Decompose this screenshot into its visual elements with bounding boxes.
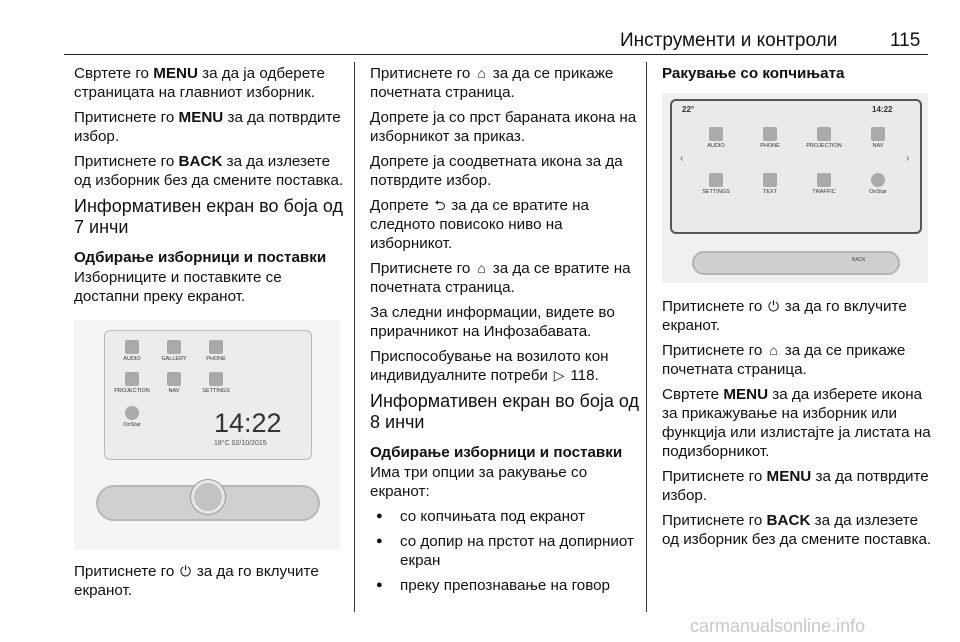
clock: 14:22 (872, 105, 893, 114)
back-button-label: BACK (852, 257, 866, 263)
settings-icon: SETTINGS (696, 173, 736, 195)
power-icon: ⏻ (768, 298, 780, 314)
settings-icon: SETTINGS (196, 372, 236, 394)
phone-icon: PHONE (196, 340, 236, 362)
paragraph: Притиснете го MENU за да потврдите избор. (662, 468, 929, 504)
page-header (0, 0, 960, 58)
column-left (74, 64, 344, 606)
page-number: 115 (890, 30, 921, 51)
projection-icon: PROJECTION (804, 127, 844, 149)
watermark: carmanualsonline.info (690, 616, 866, 636)
audio-icon: AUDIO (696, 127, 736, 149)
bullet-list (370, 507, 640, 595)
paragraph: Притиснете го ⌂ за да се прикаже почетната страница. (370, 65, 614, 101)
column-right (662, 64, 932, 555)
text-icon: TEXT (750, 173, 790, 195)
power-icon: ⏻ (180, 563, 192, 579)
phone-icon: PHONE (750, 127, 790, 149)
column-divider (354, 62, 355, 612)
paragraph: Изборниците и поставките се достапни преку екранот. (74, 269, 282, 305)
paragraph: Притиснете го ⏻ за да го вклучите екранот. (74, 563, 319, 599)
paragraph: Притиснете го BACK за да излезете од изборник без да смените поставка. (662, 512, 932, 548)
display-7inch-illustration (74, 320, 340, 550)
projection-icon: PROJECTION (112, 372, 152, 394)
paragraph: Притиснете го ⌂ за да се прикаже почетната страница. (662, 342, 906, 378)
nav-icon: NAV (858, 127, 898, 149)
temperature: 22° (682, 105, 695, 114)
paragraph: За следни информации, видете во прирачникот на Инфозабавата. (370, 304, 615, 340)
reference-arrow-icon: ▷ (553, 367, 565, 383)
column-middle (370, 64, 640, 601)
section-heading: Информативен екран во боја од 7 инчи (74, 196, 343, 237)
home-icon: ⌂ (477, 260, 486, 276)
back-icon: ⮌ (434, 197, 446, 213)
gallery-icon: GALLERY (154, 340, 194, 362)
chevron-left-icon: ‹ (680, 153, 684, 164)
chevron-right-icon: › (906, 153, 910, 164)
subsection-heading: Одбирање изборници и поставки (370, 444, 623, 461)
header-rule (64, 54, 928, 55)
power-knob (191, 480, 225, 514)
nav-icon: NAV (154, 372, 194, 394)
paragraph: Притиснете го MENU за да потврдите избор. (74, 109, 341, 145)
audio-icon: AUDIO (112, 340, 152, 362)
onstar-icon: OnStar (112, 406, 152, 428)
control-bar (692, 251, 900, 275)
paragraph: Допрете ⮌ за да се вратите на следното повисоко ниво на изборникот. (370, 197, 589, 252)
paragraph: Приспособување на возилото кон индивидуалните потреби ▷ 118. (370, 348, 609, 384)
paragraph: Свртете MENU за да изберете икона за прикажување на изборник или функција или излистајте ја листата на подизборникот. (662, 386, 931, 460)
paragraph: Допрете ја соодветната икона за да потврдите избор. (370, 153, 623, 189)
home-icon: ⌂ (769, 342, 778, 358)
subsection-heading: Ракување со копчињата (662, 65, 845, 82)
list-item: ● со допир на прстот на допирниот екран (370, 532, 640, 570)
paragraph: Притиснете го BACK за да излезете од изборник без да смените поставка. (74, 153, 344, 189)
temperature-date: 18°C 02/10/2015 (214, 440, 267, 447)
traffic-icon: TRAFFIC (804, 173, 844, 195)
paragraph: Има три опции за ракување со екранот: (370, 464, 588, 500)
onstar-icon: OnStar (858, 173, 898, 195)
page-title: Инструменти и контроли (620, 30, 838, 51)
column-divider (646, 62, 647, 612)
subsection-heading: Одбирање изборници и поставки (74, 249, 327, 266)
paragraph: Притиснете го ⌂ за да се вратите на почетната страница. (370, 260, 631, 296)
list-item: ● со копчињата под екранот (370, 507, 640, 526)
paragraph: Свртете го MENU за да ја одберете страницата на главниот изборник. (74, 65, 325, 101)
clock: 14:22 (214, 408, 282, 438)
paragraph: Допрете ја со прст бараната икона на изборникот за приказ. (370, 109, 637, 145)
list-item: ● преку препознавање на говор (370, 576, 640, 595)
section-heading: Информативен екран во боја од 8 инчи (370, 391, 639, 432)
paragraph: Притиснете го ⏻ за да го вклучите екранот. (662, 298, 907, 334)
home-icon: ⌂ (477, 65, 486, 81)
display-8inch-illustration (662, 93, 928, 283)
display-screen (670, 99, 922, 234)
